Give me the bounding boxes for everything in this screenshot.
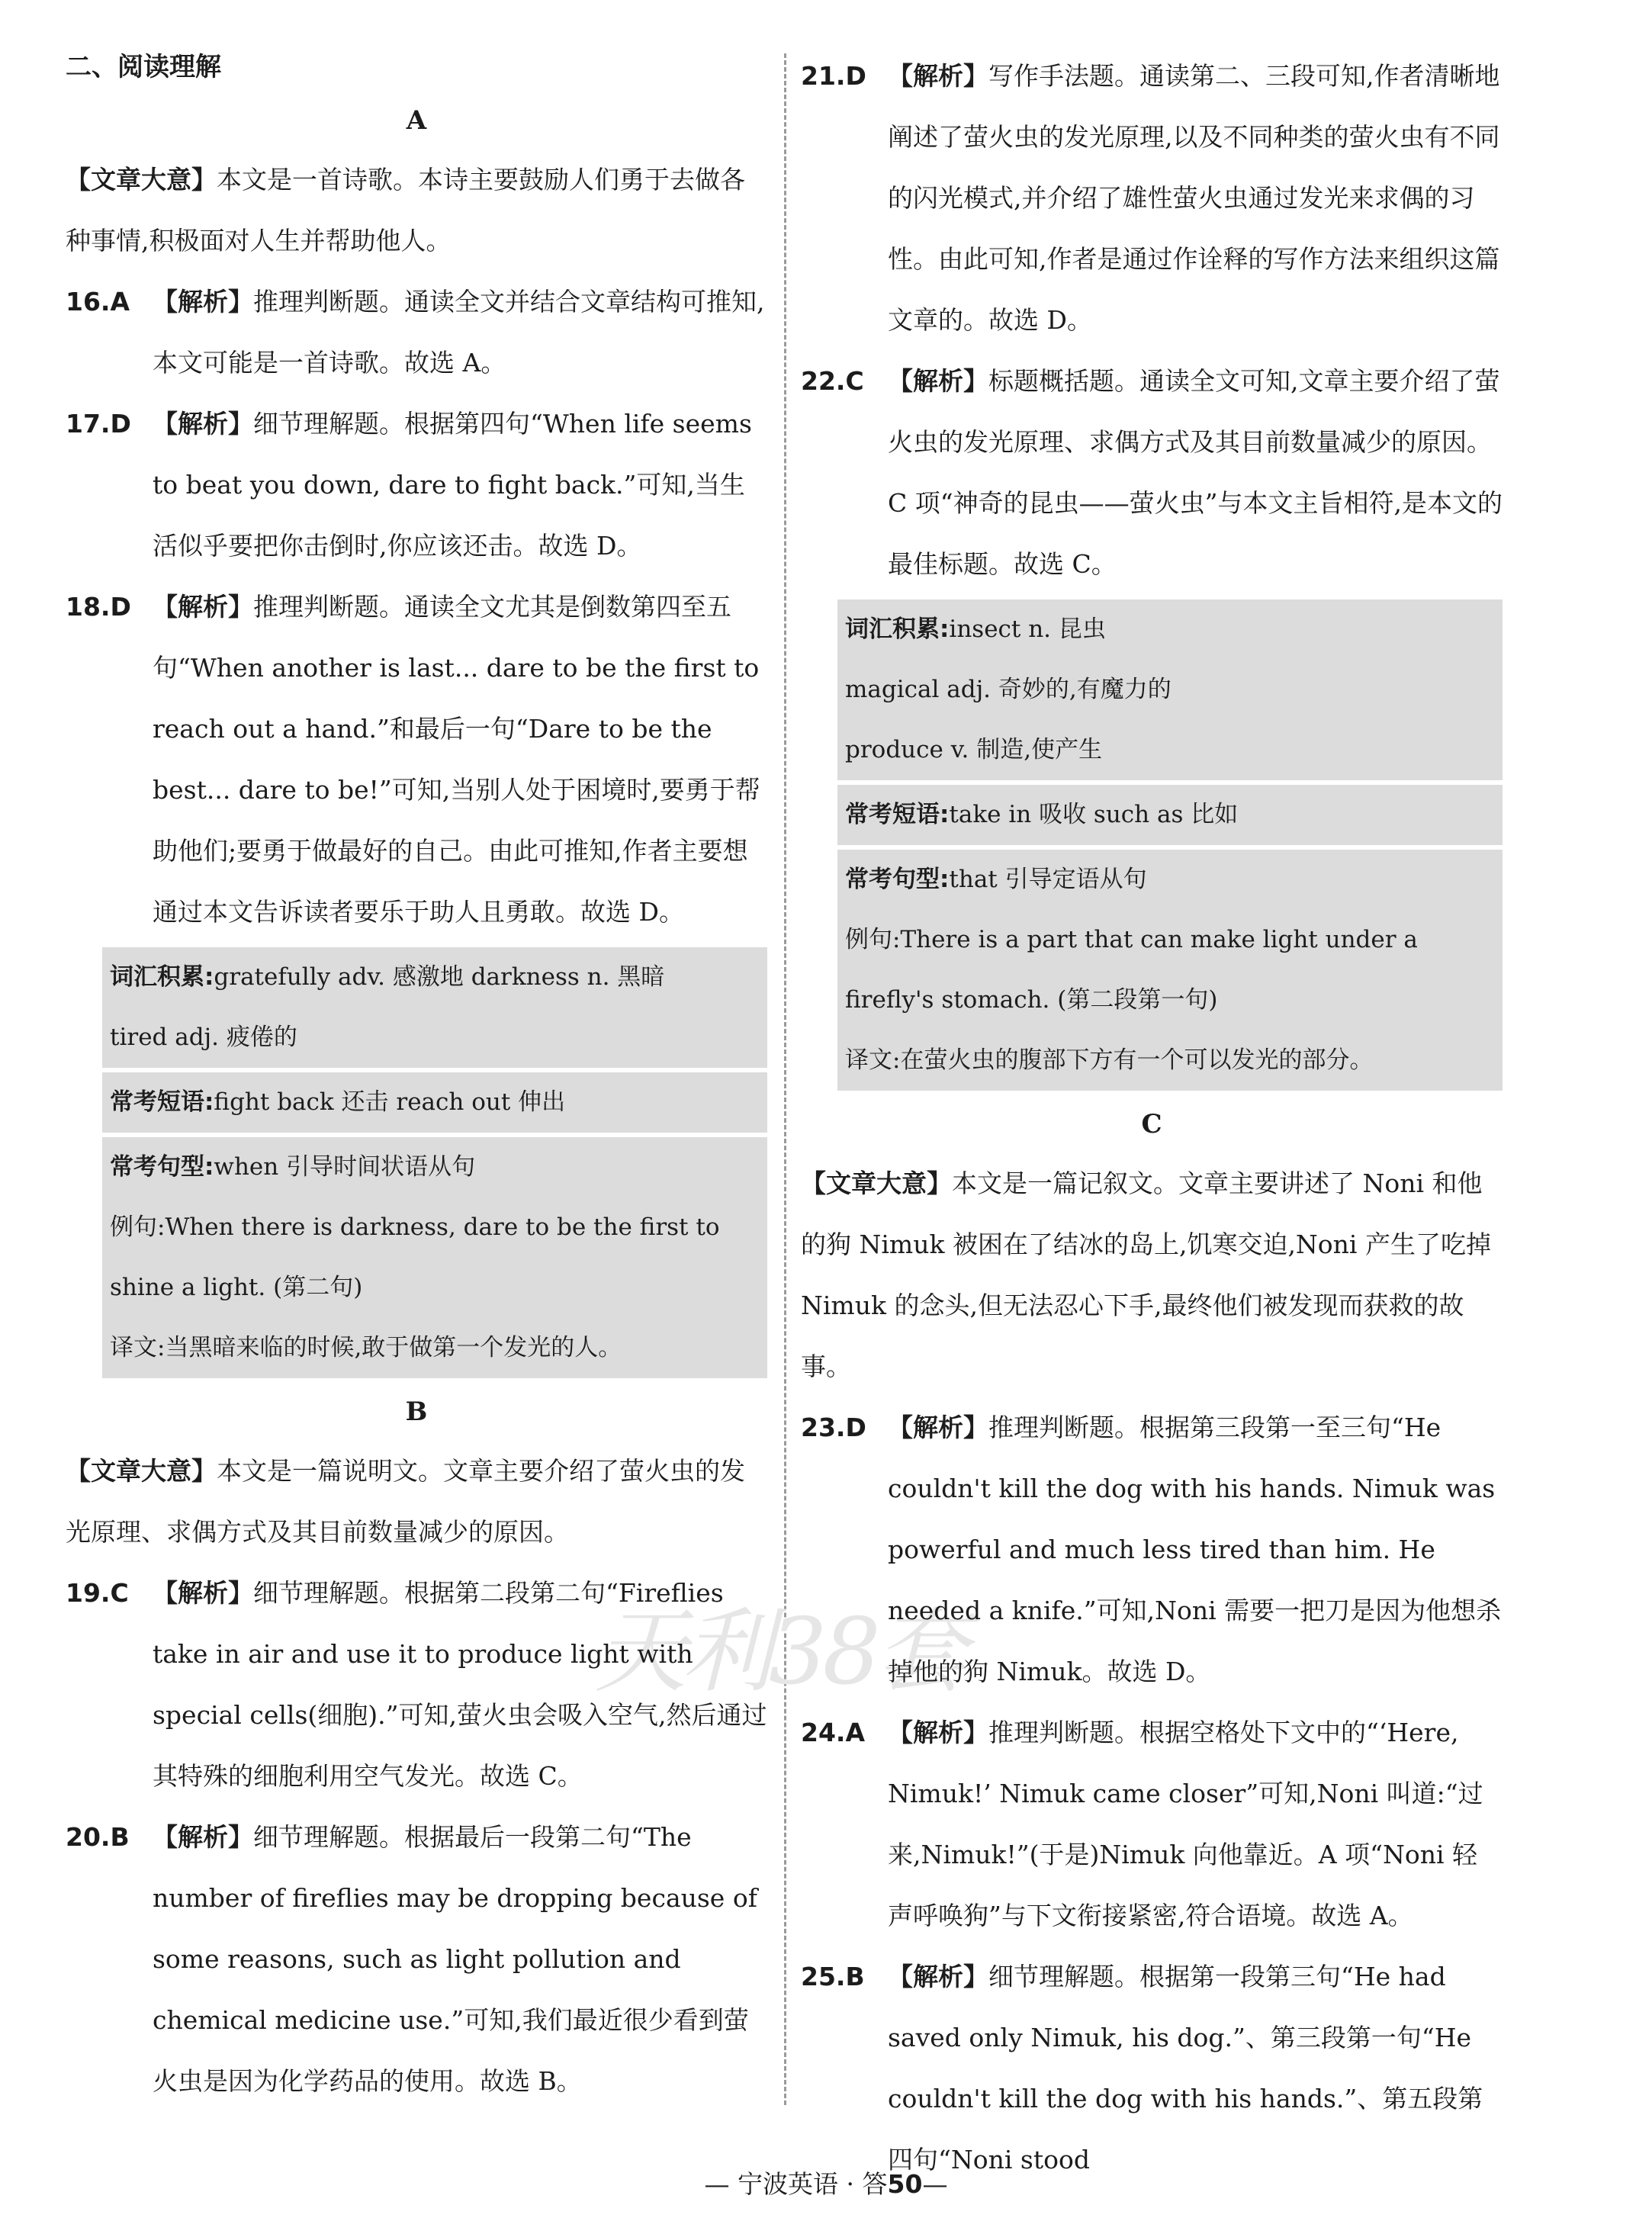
right-column bbox=[801, 46, 1503, 2190]
left-column bbox=[66, 46, 767, 2112]
answer-16: 16.A 【解析】推理判断题。通读全文并结合文章结构可推知,本文可能是一首诗歌。故选 A。 bbox=[66, 287, 765, 378]
answer-21: 21.D 【解析】写作手法题。通读第二、三段可知,作者清晰地阐述了萤火虫的发光原理,以及不同种类的萤火虫有不同的闪光模式,并介绍了雄性萤火虫通过发光来求偶的习性。由此可知,作者是通过作诠释的写作方法来组织这篇文章的。故选 D。 bbox=[801, 61, 1500, 335]
column-divider bbox=[784, 53, 786, 2105]
page-footer: — 宁波英语 · 答50— bbox=[704, 2169, 948, 2199]
sentence-box-b: 常考句型:that 引导定语从句 例句:There is a part that can make light under a firefly's stomach. (第二段第一句) 译文:在萤火虫的腹部下方有一个可以发光的部分。 bbox=[837, 850, 1503, 1091]
passage-a-summary: 【文章大意】本文是一首诗歌。本诗主要鼓励人们勇于去做各种事情,积极面对人生并帮助他人。 bbox=[66, 165, 745, 256]
passage-c-summary: 【文章大意】本文是一篇记叙文。文章主要讲述了 Noni 和他的狗 Nimuk 被困在了结冰的岛上,饥寒交迫,Noni 产生了吃掉 Nimuk 的念头,但无法忍心下手,最终他们被发现而获救的故事。 bbox=[801, 1168, 1491, 1381]
answer-23: 23.D 【解析】推理判断题。根据第三段第一至三句“He couldn't kill the dog with his hands. Nimuk was powerful and much less tired than him. He needed a knife.”可知,Noni 需要一把刀是因为他想杀掉他的狗 Nimuk。故选 D。 bbox=[801, 1413, 1502, 1686]
answer-17: 17.D 【解析】细节理解题。根据第四句“When life seems to beat you down, dare to fight back.”可知,当生活似乎要把你击倒时,你应该还击。故选 D。 bbox=[66, 409, 752, 561]
passage-b-letter: B bbox=[405, 1397, 428, 1427]
phrase-box-b: 常考短语:take in 吸收 such as 比如 bbox=[837, 785, 1503, 845]
answer-24: 24.A 【解析】推理判断题。根据空格处下文中的“‘Here, Nimuk!’ Nimuk came closer”可知,Noni 叫道:“过来,Nimuk!”(于是)Nimuk 向他靠近。A 项“Noni 轻声呼唤狗”与下文衔接紧密,符合语境。故选 A。 bbox=[801, 1718, 1483, 1930]
phrase-box-a: 常考短语:fight back 还击 reach out 伸出 bbox=[102, 1072, 767, 1133]
answer-20: 20.B 【解析】细节理解题。根据最后一段第二句“The number of fireflies may be dropping because of some reasons, such as light pollution and chemical medicine use.”可知,我们最近很少看到萤火虫是因为化学药品的使用。故选 B。 bbox=[66, 1822, 757, 2096]
answer-18: 18.D 【解析】推理判断题。通读全文尤其是倒数第四至五句“When another is last... dare to be the first to reach out a hand.”和最后一句“Dare to be the best... dare to be!”可知,当别人处于困境时,要勇于帮助他们;要勇于做最好的自己。由此可推知,作者主要想通过本文告诉读者要乐于助人且勇敢。故选 D。 bbox=[66, 592, 760, 927]
passage-a-letter: A bbox=[406, 105, 427, 136]
answer-22: 22.C 【解析】标题概括题。通读全文可知,文章主要介绍了萤火虫的发光原理、求偶方式及其目前数量减少的原因。C 项“神奇的昆虫——萤火虫”与本文主旨相符,是本文的最佳标题。故选 C。 bbox=[801, 366, 1503, 579]
watermark: 天利38套 bbox=[595, 1599, 963, 1705]
page-number: 50 bbox=[887, 2169, 923, 2199]
answer-25: 25.B 【解析】细节理解题。根据第一段第三句“He had saved only Nimuk, his dog.”、第三段第一句“He couldn't kill the dog with his hands.”、第五段第四句“Noni stood bbox=[801, 1962, 1483, 2174]
passage-c-letter: C bbox=[1141, 1109, 1162, 1139]
passage-b-summary: 【文章大意】本文是一篇说明文。文章主要介绍了萤火虫的发光原理、求偶方式及其目前数量减少的原因。 bbox=[66, 1456, 745, 1547]
vocab-box-b: 词汇积累:insect n. 昆虫 magical adj. 奇妙的,有魔力的 produce v. 制造,使产生 bbox=[837, 599, 1503, 780]
section-title: 二、阅读理解 bbox=[66, 52, 221, 82]
answer-19: 19.C 【解析】细节理解题。根据第二段第二句“Fireflies take in air and use it to produce light with special cells(细胞).”可知,萤火虫会吸入空气,然后通过其特殊的细胞利用空气发光。故选 C。 bbox=[66, 1578, 767, 1791]
sentence-box-a: 常考句型:when 引导时间状语从句 例句:When there is darkness, dare to be the first to shine a light. (第二句) 译文:当黑暗来临的时候,敢于做第一个发光的人。 bbox=[102, 1137, 767, 1378]
vocab-box-a: 词汇积累:gratefully adv. 感激地 darkness n. 黑暗 tired adj. 疲倦的 bbox=[102, 947, 767, 1068]
